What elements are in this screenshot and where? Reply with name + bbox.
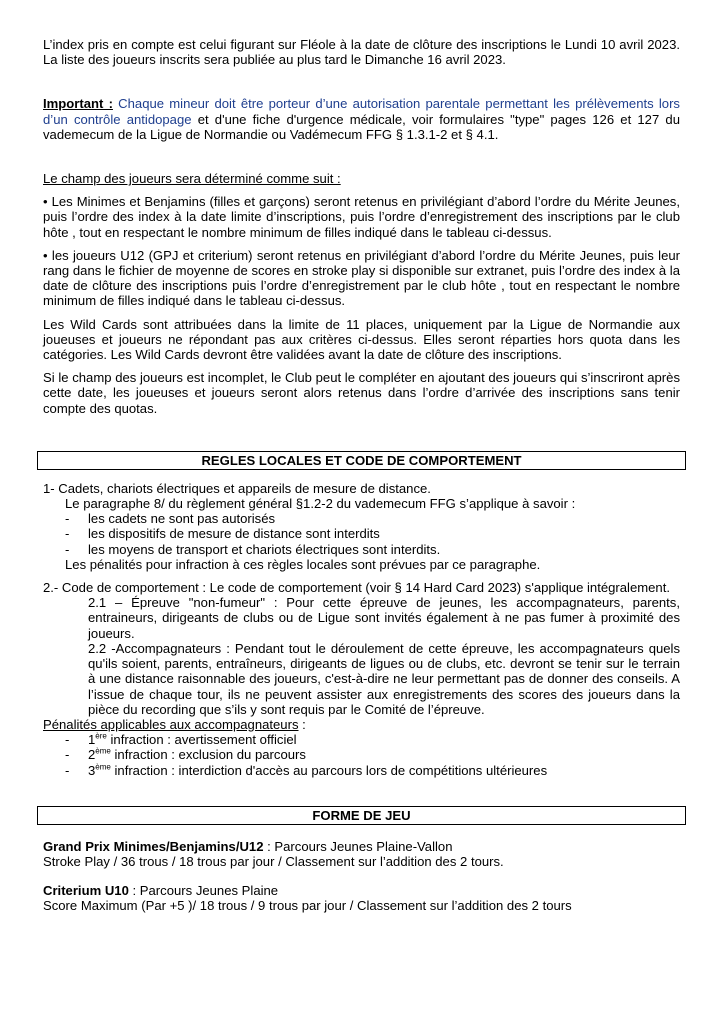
regles-item-1-penalties: Les pénalités pour infraction à ces règles locales sont prévues par ce paragraphe. (65, 556, 541, 572)
regles-item-2: 2.- Code de comportement : Le code de comportement (voir § 14 Hard Card 2023) s'applique intégralement. (43, 580, 670, 596)
penalty-text: infraction : interdiction d'accès au parcours lors de compétitions ultérieures (110, 762, 548, 778)
penalty-text: infraction : exclusion du parcours (110, 747, 306, 763)
regles-section-title: REGLES LOCALES ET CODE DE COMPORTEMENT (37, 451, 686, 470)
forme-criterium-format: Score Maximum (Par +5 )/ 18 trous / 9 trous par jour / Classement sur l’addition des 2 tours (43, 898, 572, 914)
regles-item-1-sub: Le paragraphe 8/ du règlement général §1.2-2 du vademecum FFG s’applique à savoir : (65, 496, 576, 512)
list-item: - les moyens de transport et chariots électriques sont interdits. (65, 542, 680, 557)
penalty-number: 1 (88, 732, 96, 748)
document-content (43, 37, 680, 914)
regles-item-2-1: 2.1 – Épreuve "non-fumeur" : Pour cette épreuve de jeunes, les accompagnateurs, parents, entraineurs, dirigeants de clubs ou de Ligue sont invités également à ne pas fumer à proximité des joueurs. (88, 595, 680, 641)
forme-criterium-label: Criterium U10 (43, 883, 129, 899)
regles-item-2-2: 2.2 -Accompagnateurs : Pendant tout le déroulement de cette épreuve, les accompagnateurs quels qu'ils soient, parents, entraîneurs, dirigeants de ligues ou de clubs, etc. devront se tenir sur le terrain à une distance raisonnable des joueurs, c'est-à-dire ne leur permettant pas de donner des conseils. A l’issue de chaque tour, ils ne peuvent assister aux enregistrements des scores des joueurs dans la pièce du recording que s’ils y sont requis par le Comité de l’épreuve. (88, 640, 680, 717)
list-item (65, 732, 680, 747)
forme-gp-format: Stroke Play / 36 trous / 18 trous par jour / Classement sur l’addition des 2 tours. (43, 853, 504, 869)
penalites-heading-colon: : (298, 716, 306, 732)
forme-gp (43, 839, 680, 854)
penalty-text: infraction : avertissement officiel (106, 732, 297, 748)
champ-paragraph-u12: • les joueurs U12 (GPJ et criterium) seront retenus en privilégiant d’abord l’ordre du Mérite Jeunes, puis leur rang dans le fichier de moyenne de scores en stroke play si disponible sur extranet, puis l’ordre des index à la date de clôture des inscriptions puis l’ordre d’enregistrement par le club hôte , tout en respectant le nombre minimum de filles indiqué dans le tableau ci-dessus. (43, 247, 680, 309)
champ-heading: Le champ des joueurs sera déterminé comme suit : (43, 171, 341, 187)
list-item (65, 763, 680, 778)
forme-gp-course: : Parcours Jeunes Plaine-Vallon (263, 838, 453, 854)
penalty-number: 2 (88, 747, 96, 763)
index-paragraph: L’index pris en compte est celui figurant sur Fléole à la date de clôture des inscriptions le Lundi 10 avril 2023. La liste des joueurs inscrits sera publiée au plus tard le Dimanche 16 avril 2023. (43, 37, 680, 68)
champ-paragraph-wildcards: Les Wild Cards sont attribuées dans la limite de 11 places, uniquement par la Ligue de Normandie aux joueuses et joueurs ne répondant pas aux critères ci-dessus. Elles seront réparties hors quota dans les catégories. Les Wild Cards devront être validées avant la date de clôture des inscriptions. (43, 316, 680, 363)
penalty-ordinal: ème (95, 746, 111, 756)
champ-paragraph-incomplet: Si le champ des joueurs est incomplet, le Club peut le compléter en ajoutant des joueurs qui s’inscriront après cette date, les joueuses et joueurs seront alors retenus dans l’ordre d’arrivée des inscriptions sans tenir compte des quotas. (43, 370, 680, 416)
champ-paragraph-minimes: • Les Minimes et Benjamins (filles et garçons) seront retenus en privilégiant d’abord l’ordre du Mérite Jeunes, puis l’ordre des index à la date limite d’inscriptions, puis l’ordre d’enregistrement des inscriptions par le club hôte , tout en respectant le nombre minimum de filles indiqué dans le tableau ci-dessus. (43, 194, 680, 240)
regles-item-1: 1- Cadets, chariots électriques et appareils de mesure de distance. (43, 480, 431, 496)
list-item: - les dispositifs de mesure de distance sont interdits (65, 526, 680, 541)
penalty-number: 3 (88, 762, 96, 778)
important-label: Important : (43, 96, 113, 112)
list-item (65, 747, 680, 762)
forme-section-title: FORME DE JEU (37, 806, 686, 825)
penalites-heading (43, 717, 680, 732)
penalty-ordinal: ère (95, 731, 107, 741)
important-paragraph (43, 96, 680, 142)
penalites-heading-label: Pénalités applicables aux accompagnateurs (43, 716, 299, 732)
penalty-ordinal: ème (95, 762, 111, 772)
list-item: - les cadets ne sont pas autorisés (65, 511, 680, 526)
forme-criterium (43, 883, 680, 898)
important-rest-text: et d'une fiche d'urgence médicale, voir formulaires "type" pages 126 et 127 du vademecum de la Ligue de Normandie ou Vadémecum FFG § 1.3.1-2 et § 4.1. (43, 111, 680, 142)
forme-gp-label: Grand Prix Minimes/Benjamins/U12 (43, 838, 264, 854)
penalites-list (43, 732, 680, 778)
forme-criterium-course: : Parcours Jeunes Plaine (128, 883, 279, 899)
important-blue-text: Chaque mineur doit être porteur d’une autorisation parentale permettant les prélèvements lors d’un contrôle antidopage (43, 96, 680, 127)
regles-item-1-list (43, 511, 680, 557)
